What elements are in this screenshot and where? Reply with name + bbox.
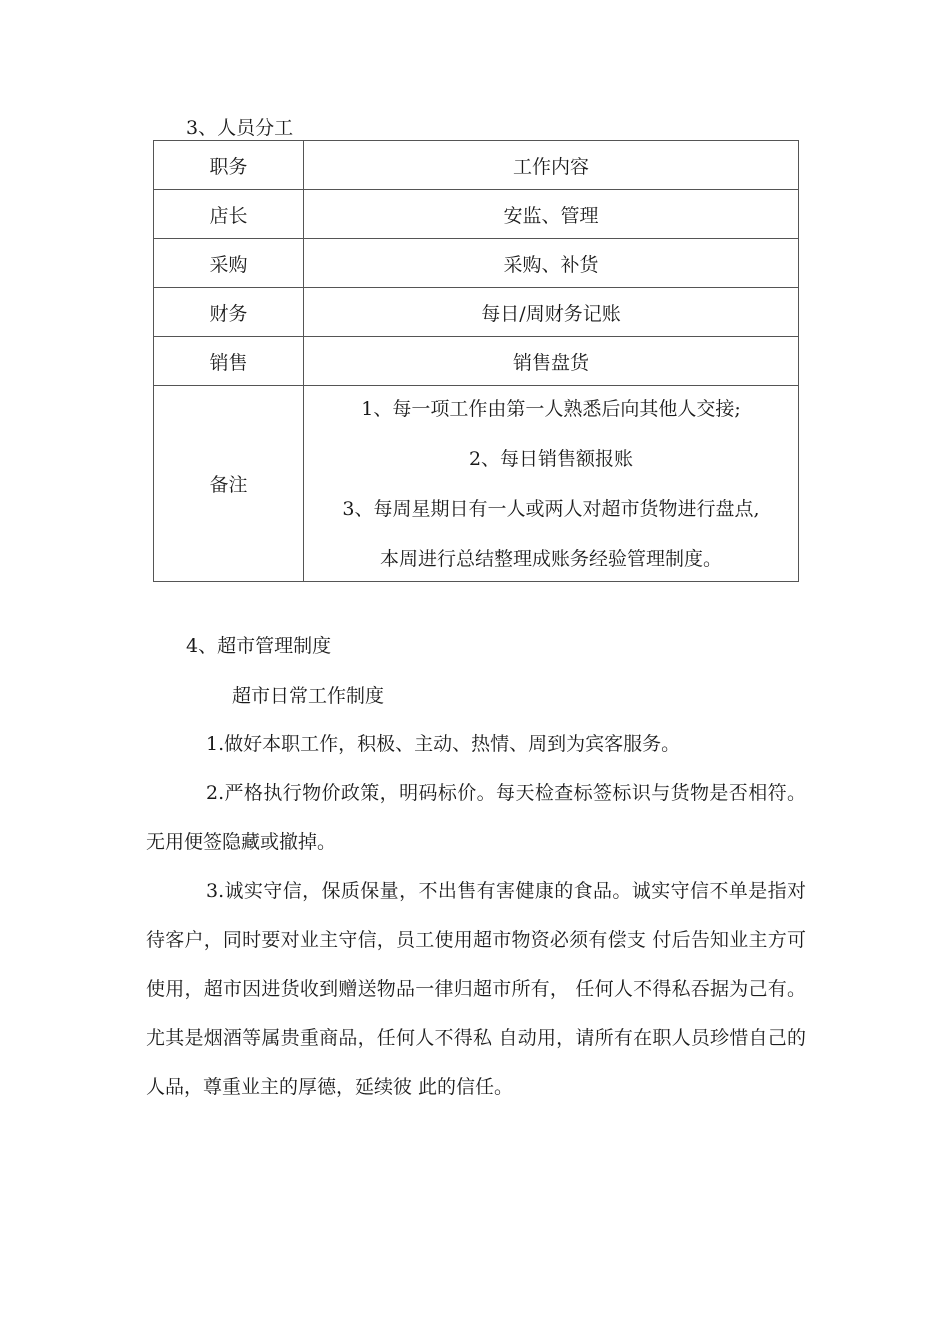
header-role: 职务 bbox=[154, 141, 304, 190]
note-line: 2、每日销售额报账 bbox=[468, 447, 634, 470]
row-content: 采购、补货 bbox=[304, 239, 799, 288]
table-row bbox=[154, 337, 799, 386]
header-content: 工作内容 bbox=[304, 141, 799, 190]
row-role: 店长 bbox=[154, 190, 304, 239]
staff-duty-table bbox=[153, 140, 799, 582]
rule-paragraph: 3.诚实守信，保质保量，不出售有害健康的食品。诚实守信不单是指对待客户，同时要对业主守信，员工使用超市物资必须有偿支 付后告知业主方可使用，超市因进货收到赠送物品一律归超市所有， 任何人不得私吞据为己有。尤其是烟酒等属贵重商品，任何人不得私 自动用，请所有在职人员珍惜自己的人品，尊重业主的厚德，延续彼 此的信任。 bbox=[146, 880, 806, 1098]
table-header-row bbox=[154, 141, 799, 190]
section-4-subtitle: 超市日常工作制度 bbox=[232, 685, 385, 707]
rule-paragraph: 1.做好本职工作，积极、主动、热情、周到为宾客服务。 bbox=[206, 733, 681, 755]
section-4-title: 4、超市管理制度 bbox=[186, 635, 332, 657]
note-line: 1、每一项工作由第一人熟悉后向其他人交接; bbox=[361, 397, 741, 420]
table-row bbox=[154, 239, 799, 288]
notes-row bbox=[154, 386, 799, 582]
notes-content bbox=[304, 386, 799, 582]
notes-label: 备注 bbox=[154, 386, 304, 582]
table-row bbox=[154, 288, 799, 337]
row-role: 财务 bbox=[154, 288, 304, 337]
note-line: 3、每周星期日有一人或两人对超市货物进行盘点, bbox=[342, 497, 760, 520]
note-line: 本周进行总结整理成账务经验管理制度。 bbox=[379, 547, 722, 570]
rule-paragraph: 2.严格执行物价政策，明码标价。每天检查标签标识与货物是否相符。无用便签隐藏或撤掉。 bbox=[146, 782, 806, 853]
row-content: 销售盘货 bbox=[304, 337, 799, 386]
row-content: 安监、管理 bbox=[304, 190, 799, 239]
row-role: 采购 bbox=[154, 239, 304, 288]
row-role: 销售 bbox=[154, 337, 304, 386]
row-content: 每日/周财务记账 bbox=[304, 288, 799, 337]
section-3-title: 3、人员分工 bbox=[186, 117, 294, 139]
table-row bbox=[154, 190, 799, 239]
